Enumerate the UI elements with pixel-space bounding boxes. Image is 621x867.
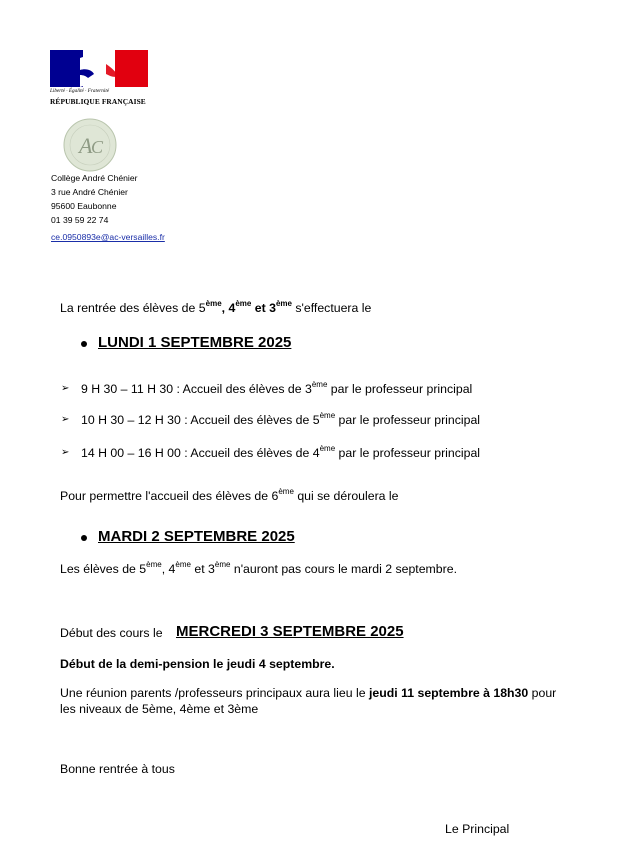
school-street: 3 rue André Chénier	[51, 187, 128, 197]
college-logo	[50, 115, 130, 175]
schedule-item: 14 H 00 – 16 H 00 : Accueil des élèves de 4ème par le professeur principal	[81, 444, 481, 460]
date-mercredi: MERCREDI 3 SEPTEMBRE 2025	[176, 623, 404, 640]
greeting: Bonne rentrée à tous	[60, 762, 175, 776]
schedule-item: 9 H 30 – 11 H 30 : Accueil des élèves de 3ème par le professeur principal	[81, 380, 473, 396]
republique-francaise-logo	[50, 50, 150, 112]
school-email-link[interactable]: ce.0950893e@ac-versailles.fr	[51, 232, 165, 242]
marianne-flag-icon	[50, 50, 148, 87]
date-mardi: MARDI 2 SEPTEMBRE 2025	[98, 528, 295, 545]
republic-motto: Liberté · Égalité · Fraternité	[50, 88, 110, 94]
republic-name: RÉPUBLIQUE FRANÇAISE	[50, 97, 146, 106]
bullet-icon	[81, 535, 87, 541]
meeting-line-2: les niveaux de 5ème, 4ème et 3ème	[60, 702, 259, 716]
svg-text:A: A	[79, 133, 93, 158]
schedule-item: 10 H 30 – 12 H 30 : Accueil des élèves de 5ème par le professeur principal	[81, 411, 481, 427]
school-city: 95600 Eaubonne	[51, 201, 117, 211]
signature: Le Principal	[445, 822, 510, 836]
svg-text:C: C	[91, 137, 104, 157]
meeting-line-1: Une réunion parents /professeurs principaux aura lieu le jeudi 11 septembre à 18h30 pour	[60, 686, 557, 700]
no-class-line: Les élèves de 5ème, 4ème et 3ème n'auront pas cours le mardi 2 septembre.	[60, 560, 457, 576]
intro-line: La rentrée des élèves de 5ème, 4ème et 3ème s'effectuera le	[60, 299, 372, 315]
bullet-icon	[81, 341, 87, 347]
school-email-row	[51, 231, 165, 244]
arrow-bullet-icon: ➢	[61, 383, 70, 394]
school-name: Collège André Chénier	[51, 173, 138, 183]
school-phone: 01 39 59 22 74	[51, 215, 109, 225]
sixth-line: Pour permettre l'accueil des élèves de 6ème qui se déroulera le	[60, 487, 399, 503]
arrow-bullet-icon: ➢	[61, 414, 70, 425]
date-lundi: LUNDI 1 SEPTEMBRE 2025	[98, 334, 292, 351]
arrow-bullet-icon: ➢	[61, 447, 70, 458]
canteen-line: Début de la demi-pension le jeudi 4 septembre.	[60, 657, 335, 671]
courses-label: Début des cours le	[60, 626, 163, 640]
